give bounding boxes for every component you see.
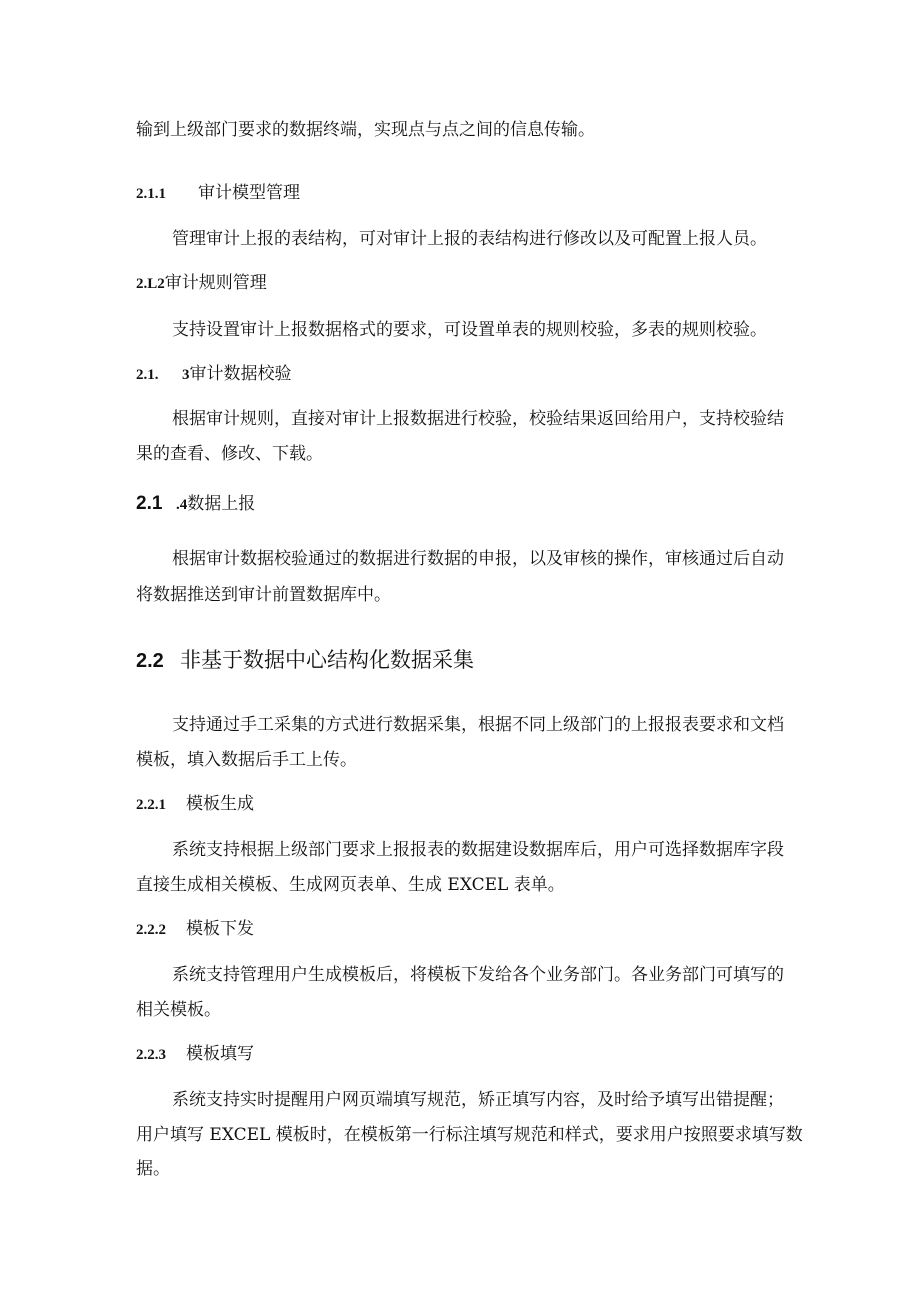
paragraph-2-1-2: 支持设置审计上报数据格式的要求，可设置单表的规则校验，多表的规则校验。 [172, 320, 767, 340]
heading-number: 2.1 [136, 493, 163, 514]
heading-title: 数据上报 [187, 494, 256, 514]
heading-title: 审计规则管理 [164, 273, 267, 293]
heading-title: 非基于数据中心结构化数据采集 [180, 648, 474, 672]
paragraph-2-2-line2: 模板，填入数据后手工上传。 [136, 750, 357, 770]
paragraph-2-1-4-line2: 将数据推送到审计前置数据库中。 [136, 585, 391, 605]
heading-title: 审计模型管理 [198, 183, 300, 203]
heading-2-1-4 [136, 492, 255, 517]
heading-number-part: .4 [176, 497, 188, 513]
heading-2-2-3 [136, 1042, 254, 1067]
paragraph-2-2-3-line1: 系统支持实时提醒用户网页端填写规范，矫正填写内容，及时给予填写出错提醒； [172, 1090, 784, 1110]
heading-number-part: 3 [182, 367, 190, 383]
heading-number: 2.2.3 [136, 1047, 166, 1063]
heading-2-2-2 [136, 917, 254, 942]
paragraph-2-2-line1: 支持通过手工采集的方式进行数据采集，根据不同上级部门的上报报表要求和文档 [172, 715, 784, 735]
heading-title: 模板生成 [186, 794, 254, 814]
paragraph-2-2-2-line1: 系统支持管理用户生成模板后，将模板下发给各个业务部门。各业务部门可填写的 [172, 965, 784, 985]
heading-2-2 [136, 648, 474, 673]
paragraph-2-2-3-line2: 用户填写 EXCEL 模板时，在模板第一行标注填写规范和样式，要求用户按照要求填写数 [136, 1125, 803, 1145]
heading-number: 2.2.1 [136, 797, 166, 813]
heading-2-2-1 [136, 792, 254, 817]
heading-number: 2.2.2 [136, 922, 166, 938]
paragraph-2-2-2-line2: 相关模板。 [136, 1000, 221, 1020]
paragraph-2-1-4-line1: 根据审计数据校验通过的数据进行数据的申报，以及审核的操作，审核通过后自动 [172, 549, 784, 569]
heading-number: 2.1.1 [136, 186, 166, 202]
paragraph-2-2-3-line3: 据。 [136, 1159, 170, 1179]
paragraph-2-2-1-line2: 直接生成相关模板、生成网页表单、生成 EXCEL 表单。 [136, 875, 565, 895]
heading-2-1-1 [136, 181, 300, 206]
heading-title: 审计数据校验 [189, 364, 292, 384]
heading-number: 2.2 [136, 650, 164, 672]
paragraph-continuation: 输到上级部门要求的数据终端，实现点与点之间的信息传输。 [136, 120, 595, 140]
paragraph-2-1-3-line2: 果的查看、修改、下载。 [136, 444, 323, 464]
heading-title: 模板下发 [186, 919, 254, 939]
paragraph-2-1-1: 管理审计上报的表结构，可对审计上报的表结构进行修改以及可配置上报人员。 [172, 229, 767, 249]
paragraph-2-2-1-line1: 系统支持根据上级部门要求上报报表的数据建设数据库后，用户可选择数据库字段 [172, 840, 784, 860]
heading-title: 模板填写 [186, 1044, 254, 1064]
heading-2-1-2 [136, 271, 267, 296]
heading-number: 2.1. [136, 367, 159, 383]
heading-2-1-3 [136, 362, 292, 387]
heading-number: 2.L2 [136, 276, 165, 292]
paragraph-2-1-3-line1: 根据审计规则，直接对审计上报数据进行校验，校验结果返回给用户，支持校验结 [172, 409, 784, 429]
